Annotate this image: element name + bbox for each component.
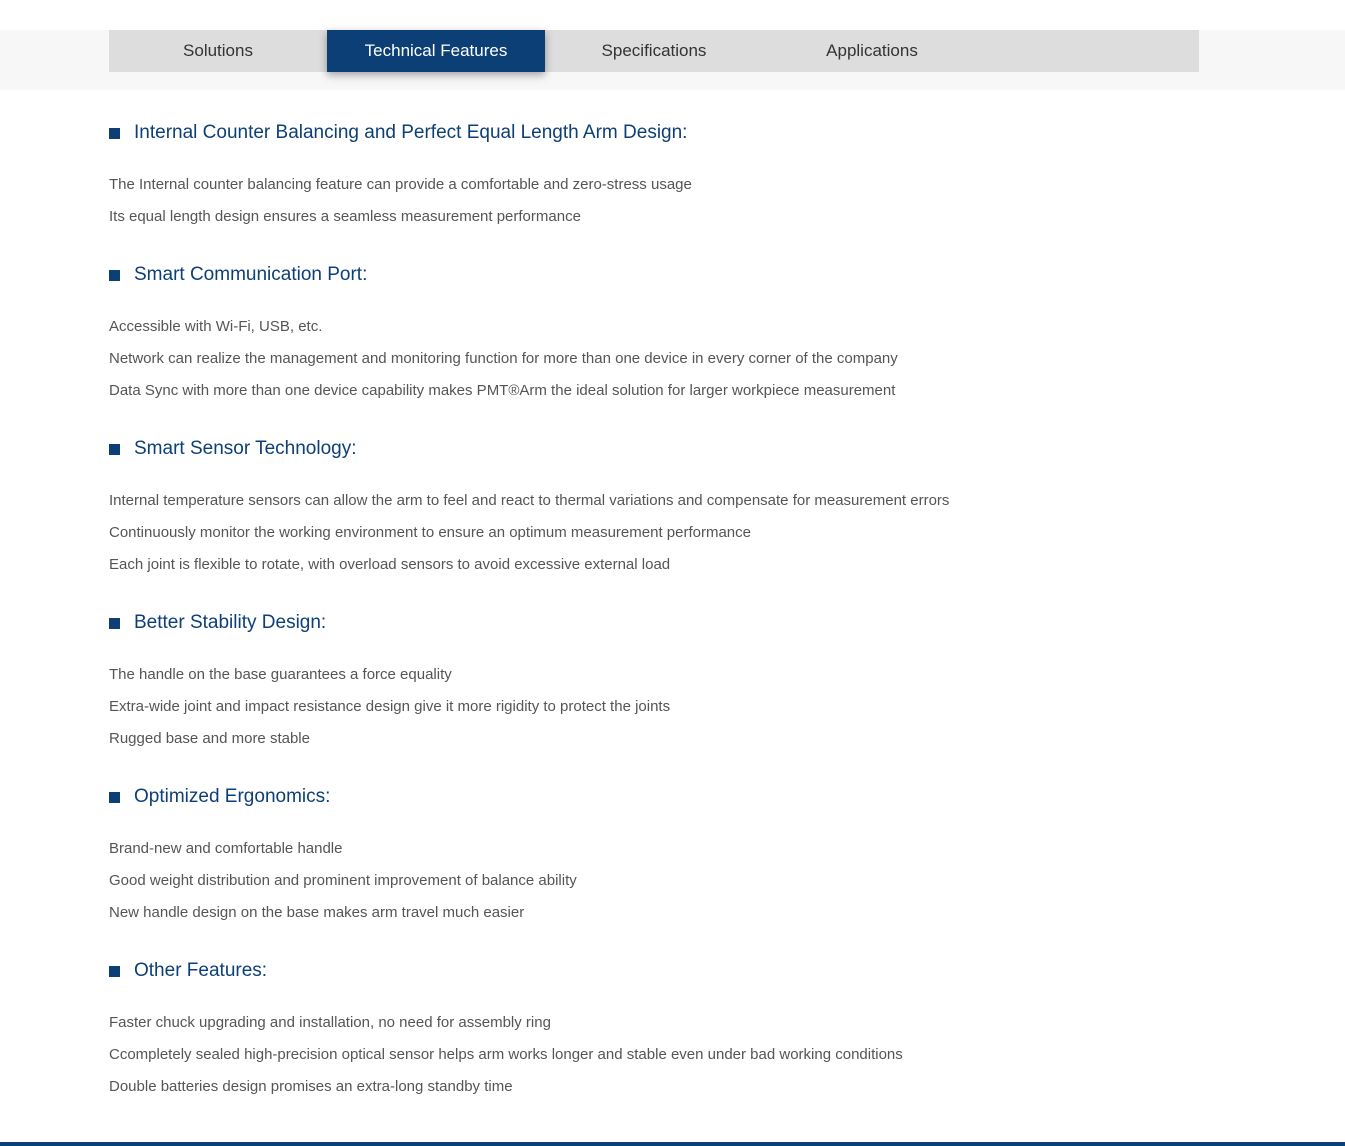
list-item: The Internal counter balancing feature can provide a comfortable and zero-stress usage bbox=[109, 176, 692, 193]
feature-section-other-features bbox=[109, 951, 1229, 1103]
feature-list bbox=[109, 1007, 1229, 1103]
list-item: Faster chuck upgrading and installation, no need for assembly ring bbox=[109, 1014, 551, 1031]
section-title: Optimized Ergonomics: bbox=[134, 786, 331, 807]
feature-section-arm-design bbox=[109, 113, 1229, 233]
feature-list bbox=[109, 833, 1229, 929]
feature-section-sensor-technology bbox=[109, 429, 1229, 581]
feature-section-communication-port bbox=[109, 255, 1229, 407]
feature-section-ergonomics bbox=[109, 777, 1229, 929]
section-heading bbox=[109, 951, 1229, 991]
square-bullet-icon bbox=[109, 618, 120, 629]
square-bullet-icon bbox=[109, 792, 120, 803]
list-item: Extra-wide joint and impact resistance design give it more rigidity to protect the joints bbox=[109, 698, 671, 715]
tab-specifications[interactable]: Specifications bbox=[601, 41, 707, 60]
list-item: Each joint is flexible to rotate, with overload sensors to avoid excessive external load bbox=[109, 556, 671, 573]
section-title: Better Stability Design: bbox=[134, 612, 327, 633]
feature-list bbox=[109, 311, 1229, 407]
tab-bar bbox=[109, 30, 1199, 72]
square-bullet-icon bbox=[109, 128, 120, 139]
tab-technical-features[interactable]: Technical Features bbox=[327, 30, 545, 72]
features-content bbox=[109, 113, 1229, 1125]
square-bullet-icon bbox=[109, 966, 120, 977]
list-item: Ccompletely sealed high-precision optical sensor helps arm works longer and stable even under bad working conditions bbox=[109, 1046, 903, 1063]
square-bullet-icon bbox=[109, 270, 120, 281]
section-heading bbox=[109, 255, 1229, 295]
section-heading bbox=[109, 603, 1229, 643]
section-title: Internal Counter Balancing and Perfect Equal Length Arm Design: bbox=[134, 122, 688, 143]
list-item: Double batteries design promises an extra-long standby time bbox=[109, 1078, 513, 1095]
feature-list bbox=[109, 169, 1229, 233]
list-item: Continuously monitor the working environment to ensure an optimum measurement performance bbox=[109, 524, 751, 541]
tab-solutions[interactable]: Solutions bbox=[183, 41, 253, 60]
section-title: Smart Sensor Technology: bbox=[134, 438, 357, 459]
list-item: Its equal length design ensures a seamless measurement performance bbox=[109, 208, 581, 225]
list-item: Data Sync with more than one device capability makes PMT®Arm the ideal solution for larger workpiece measurement bbox=[109, 382, 896, 399]
square-bullet-icon bbox=[109, 444, 120, 455]
list-item: Network can realize the management and monitoring function for more than one device in every corner of the company bbox=[109, 350, 898, 367]
list-item: Brand-new and comfortable handle bbox=[109, 840, 343, 857]
feature-list bbox=[109, 485, 1229, 581]
section-heading bbox=[109, 113, 1229, 153]
section-heading bbox=[109, 429, 1229, 469]
feature-list bbox=[109, 659, 1229, 755]
footer-divider bbox=[0, 1142, 1345, 1146]
section-title: Smart Communication Port: bbox=[134, 264, 368, 285]
list-item: Rugged base and more stable bbox=[109, 730, 310, 747]
list-item: The handle on the base guarantees a force equality bbox=[109, 666, 452, 683]
list-item: Internal temperature sensors can allow the arm to feel and react to thermal variations and compensate for measurement errors bbox=[109, 492, 950, 509]
list-item: Accessible with Wi-Fi, USB, etc. bbox=[109, 318, 323, 335]
section-title: Other Features: bbox=[134, 960, 268, 981]
list-item: New handle design on the base makes arm travel much easier bbox=[109, 904, 525, 921]
tab-applications[interactable]: Applications bbox=[826, 41, 918, 60]
section-heading bbox=[109, 777, 1229, 817]
list-item: Good weight distribution and prominent improvement of balance ability bbox=[109, 872, 577, 889]
feature-section-stability-design bbox=[109, 603, 1229, 755]
